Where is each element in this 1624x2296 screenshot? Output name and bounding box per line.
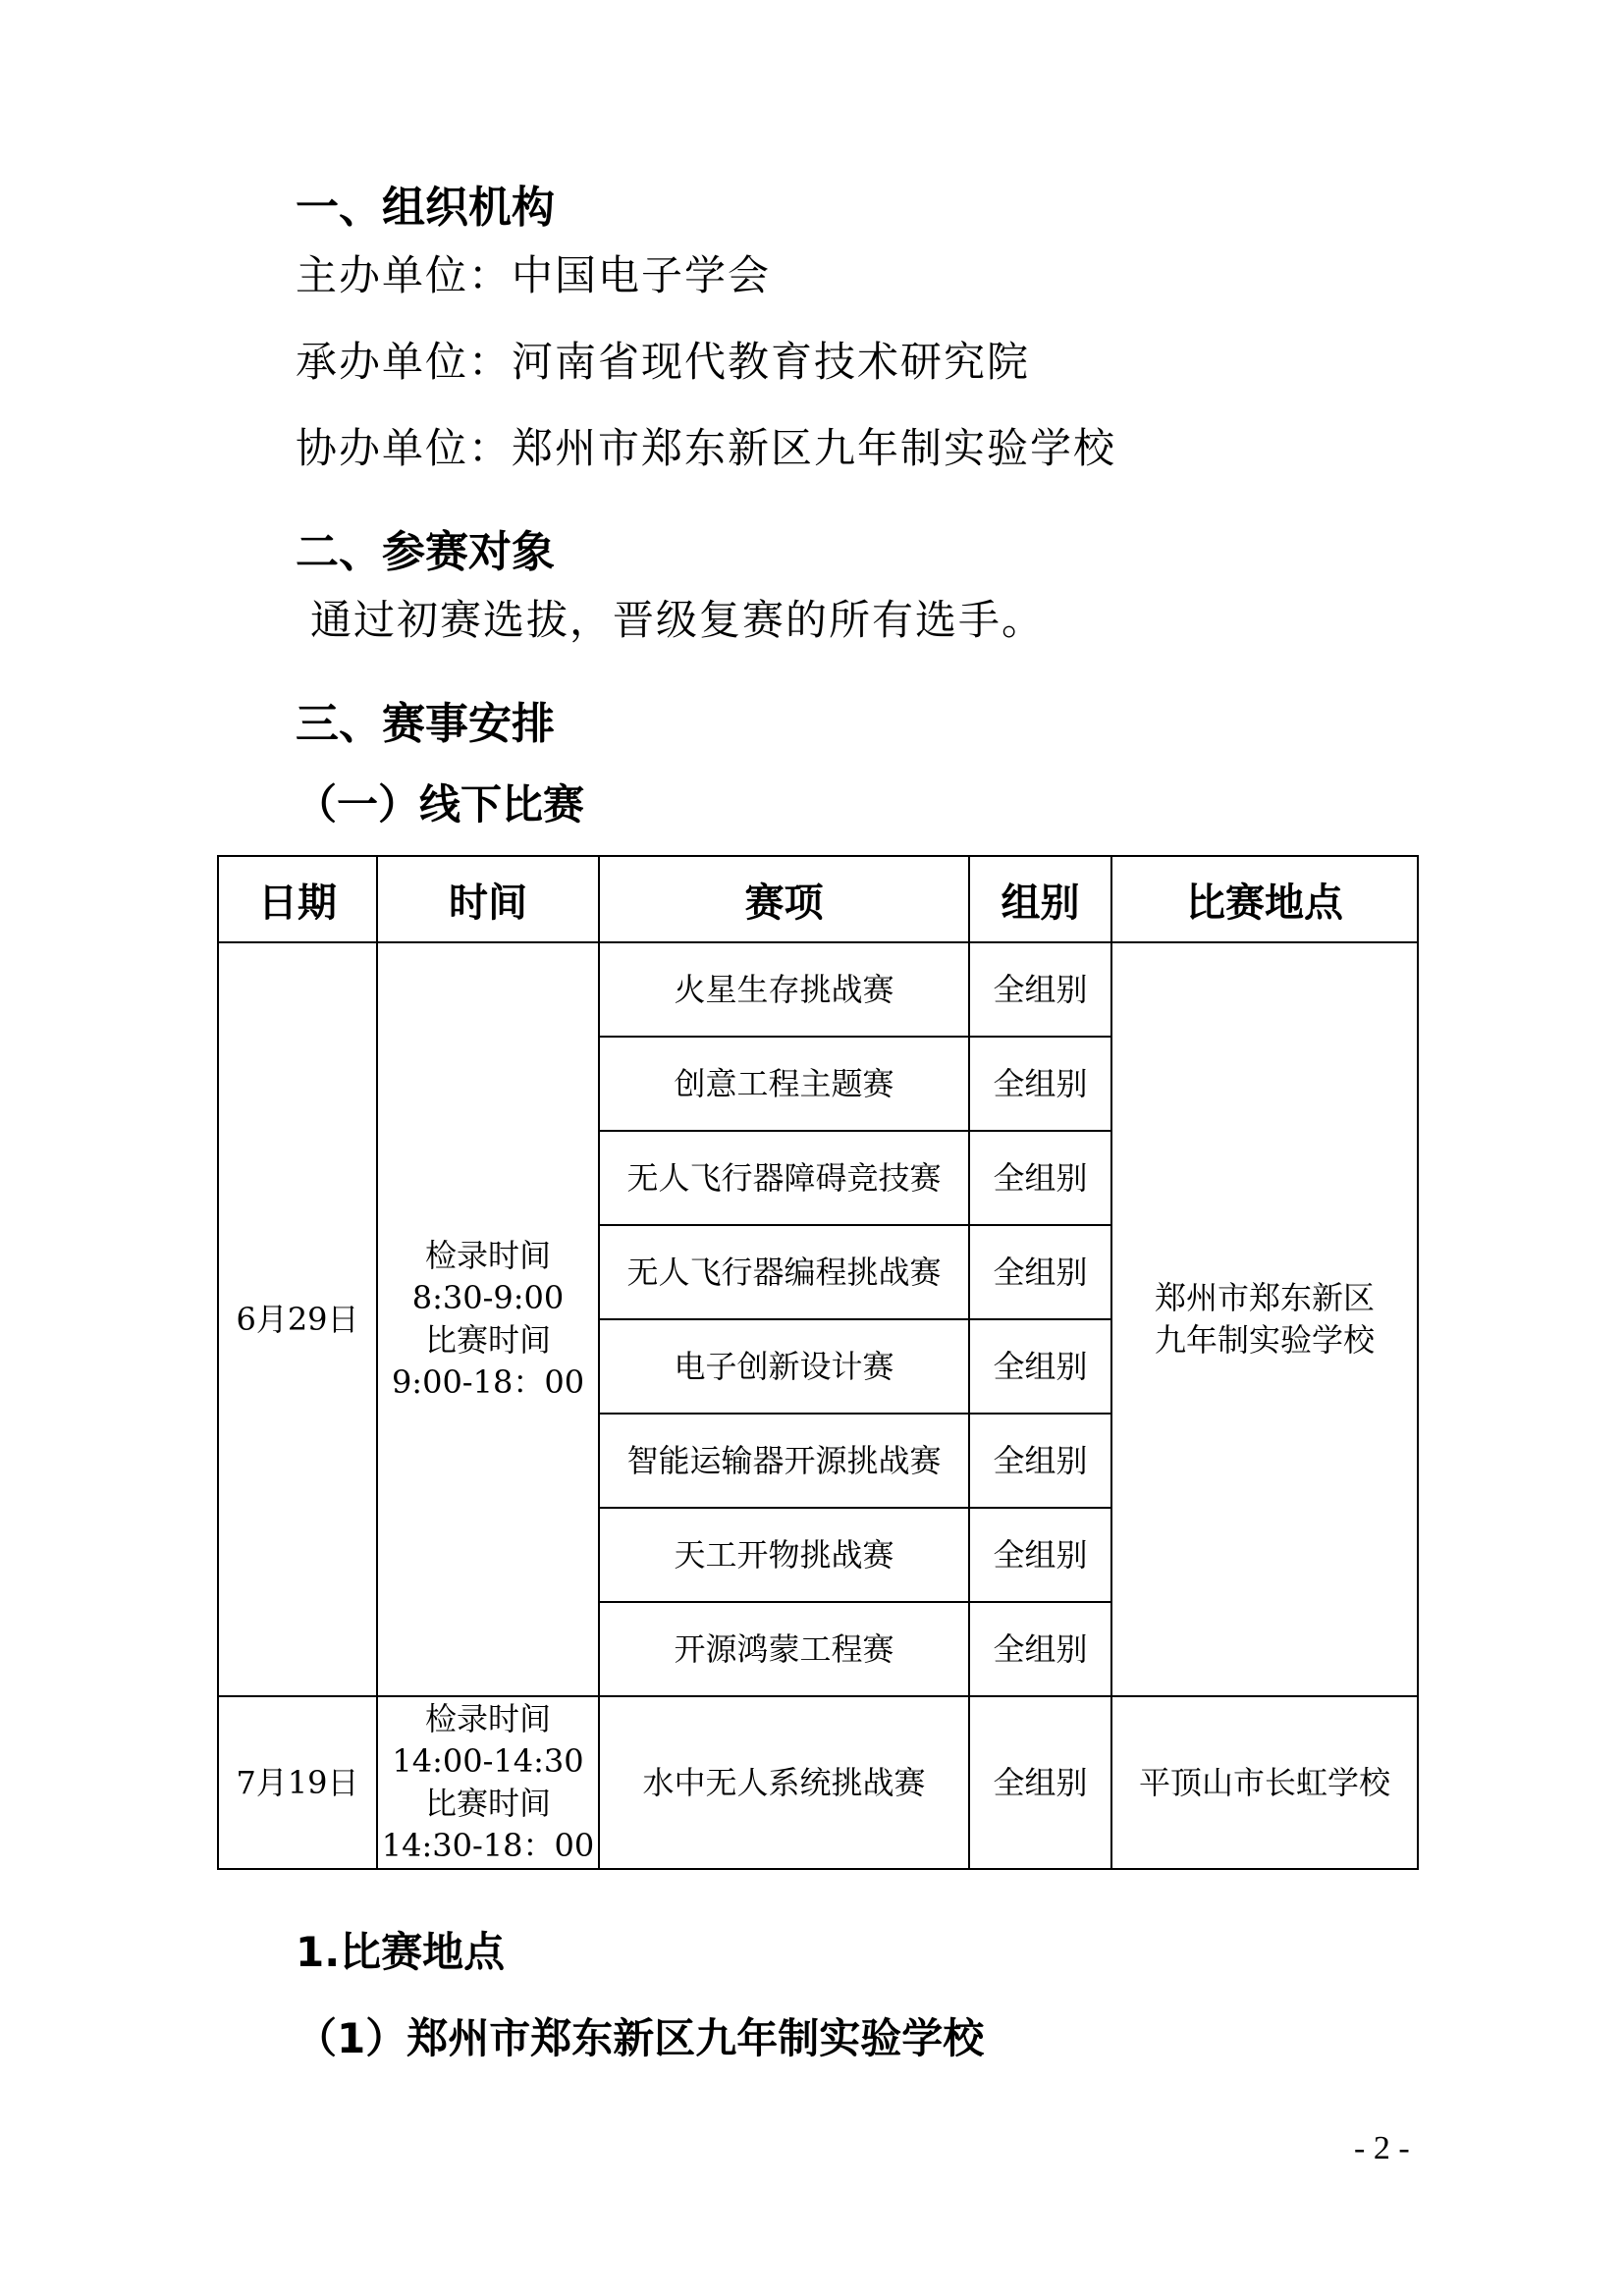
match-label: 比赛时间: [424, 1321, 551, 1359]
host-unit-line: 主办单位：中国电子学会: [296, 251, 772, 299]
participants-text: 通过初赛选拔，晋级复赛的所有选手。: [310, 596, 1046, 644]
location-line-2: 九年制实验学校: [1154, 1321, 1375, 1359]
section-1-heading: 一、组织机构: [296, 183, 555, 233]
section-2-heading: 二、参赛对象: [296, 527, 555, 577]
event-cell: 开源鸿蒙工程赛: [599, 1602, 969, 1696]
event-cell: 水中无人系统挑战赛: [599, 1696, 969, 1869]
match-time: 14:30-18：00: [381, 1827, 595, 1864]
checkin-time: 14:00-14:30: [392, 1742, 584, 1780]
venue-item-1: （1）郑州市郑东新区九年制实验学校: [296, 2014, 985, 2062]
time-cell: [377, 942, 599, 1696]
header-time: 时间: [377, 856, 599, 942]
event-cell: 智能运输器开源挑战赛: [599, 1414, 969, 1508]
location-line-1: 郑州市郑东新区: [1154, 1279, 1375, 1316]
group-cell: 全组别: [969, 1131, 1111, 1225]
table-row: [218, 1696, 1418, 1869]
header-location: 比赛地点: [1111, 856, 1418, 942]
event-cell: 电子创新设计赛: [599, 1319, 969, 1414]
schedule-table: [217, 855, 1419, 1870]
match-label: 比赛时间: [424, 1785, 551, 1822]
page-number: - 2 -: [1354, 2130, 1410, 2166]
group-cell: 全组别: [969, 1414, 1111, 1508]
group-cell: 全组别: [969, 1225, 1111, 1319]
organizer-unit-line: 承办单位：河南省现代教育技术研究院: [296, 338, 1031, 386]
group-cell: 全组别: [969, 1037, 1111, 1131]
group-cell: 全组别: [969, 1319, 1111, 1414]
section-3-heading: 三、赛事安排: [296, 699, 555, 749]
group-cell: 全组别: [969, 1508, 1111, 1602]
table-header-row: [218, 856, 1418, 942]
header-date: 日期: [218, 856, 377, 942]
header-group: 组别: [969, 856, 1111, 942]
co-organizer-unit-line: 协办单位：郑州市郑东新区九年制实验学校: [296, 424, 1117, 472]
table-row: [218, 942, 1418, 1037]
date-cell: 6月29日: [218, 942, 377, 1696]
event-cell: 天工开物挑战赛: [599, 1508, 969, 1602]
event-cell: 无人飞行器编程挑战赛: [599, 1225, 969, 1319]
offline-competition-heading: （一）线下比赛: [296, 780, 585, 828]
time-cell: [377, 1696, 599, 1869]
checkin-label: 检录时间: [424, 1237, 551, 1274]
event-cell: 火星生存挑战赛: [599, 942, 969, 1037]
venue-heading: 1.比赛地点: [296, 1928, 506, 1976]
date-cell: 7月19日: [218, 1696, 377, 1869]
header-event: 赛项: [599, 856, 969, 942]
checkin-label: 检录时间: [424, 1700, 551, 1737]
group-cell: 全组别: [969, 1696, 1111, 1869]
match-time: 9:00-18：00: [391, 1363, 585, 1401]
checkin-time: 8:30-9:00: [411, 1279, 565, 1316]
group-cell: 全组别: [969, 942, 1111, 1037]
location-cell: 平顶山市长虹学校: [1111, 1696, 1418, 1869]
location-cell: [1111, 942, 1418, 1696]
group-cell: 全组别: [969, 1602, 1111, 1696]
event-cell: 无人飞行器障碍竞技赛: [599, 1131, 969, 1225]
event-cell: 创意工程主题赛: [599, 1037, 969, 1131]
